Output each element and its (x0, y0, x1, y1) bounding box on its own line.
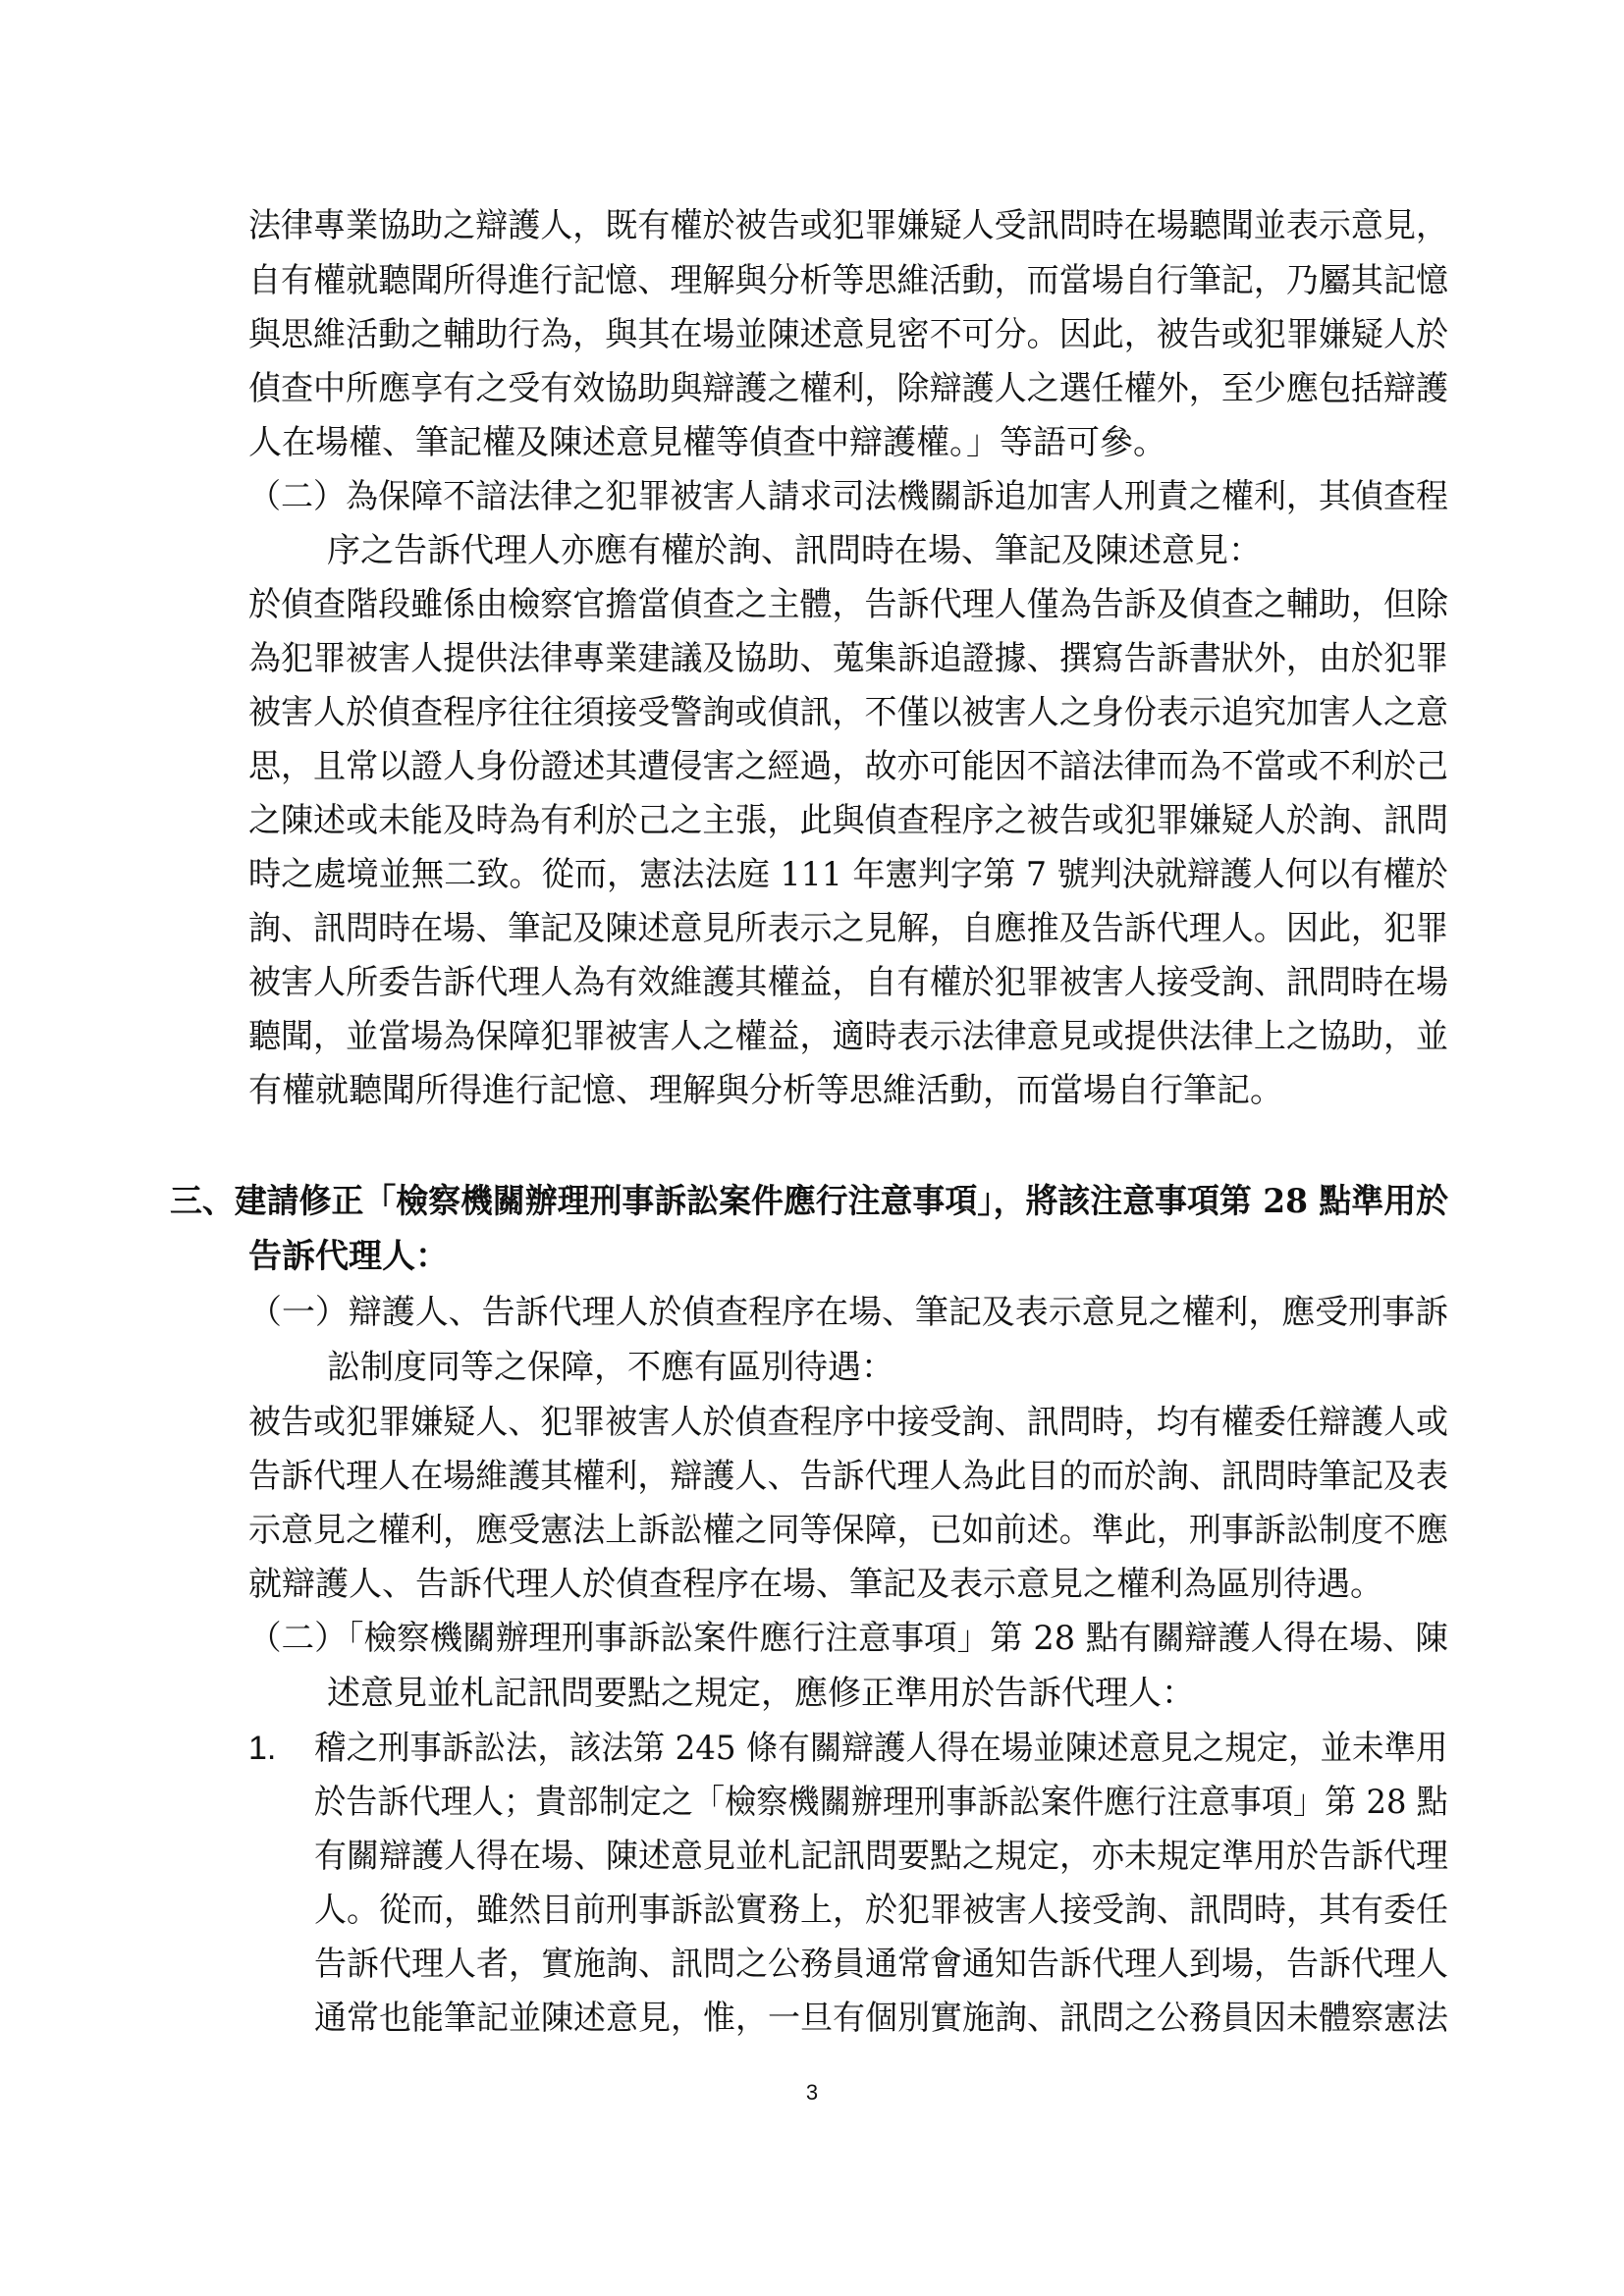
body-line: 詢、訊問時在場、筆記及陳述意見所表示之見解，自應推及告訴代理人。因此，犯罪 (248, 909, 1449, 948)
body-line: 人在場權、筆記權及陳述意見權等偵查中辯護權。」等語可參。 (248, 423, 1166, 462)
body-line: 有權就聽聞所得進行記憶、理解與分析等思維活動，而當場自行筆記。 (248, 1071, 1283, 1110)
subheading-line: （一）辯護人、告訴代理人於偵查程序在場、筆記及表示意見之權利，應受刑事訴 (248, 1293, 1449, 1332)
body-line: 就辯護人、告訴代理人於偵查程序在場、筆記及表示意見之權利為區別待遇。 (248, 1565, 1383, 1604)
body-line: 偵查中所應享有之受有效協助與辯護之權利，除辯護人之選任權外，至少應包括辯護 (248, 369, 1449, 408)
body-line: 告訴代理人在場維護其權利，辯護人、告訴代理人為此目的而於詢、訊問時筆記及表 (248, 1457, 1449, 1496)
list-item-line: 告訴代理人者，實施詢、訊問之公務員通常會通知告訴代理人到場，告訴代理人 (314, 1945, 1449, 1984)
subheading-line: 訟制度同等之保障，不應有區別待遇： (327, 1348, 894, 1387)
list-item-line: 稽之刑事訴訟法，該法第 245 條有關辯護人得在場並陳述意見之規定，並未準用 (314, 1729, 1448, 1768)
body-line: 被害人所委告訴代理人為有效維護其權益，自有權於犯罪被害人接受詢、訊問時在場 (248, 963, 1449, 1002)
body-line: 思，且常以證人身份證述其遭侵害之經過，故亦可能因不諳法律而為不當或不利於己 (248, 747, 1449, 786)
body-line: 被告或犯罪嫌疑人、犯罪被害人於偵查程序中接受詢、訊問時，均有權委任辯護人或 (248, 1403, 1449, 1442)
body-line: 於偵查階段雖係由檢察官擔當偵查之主體，告訴代理人僅為告訴及偵查之輔助，但除 (248, 585, 1449, 624)
body-line: 為犯罪被害人提供法律專業建議及協助、蒐集訴追證據、撰寫告訴書狀外，由於犯罪 (248, 639, 1449, 678)
subheading-line: （二）為保障不諳法律之犯罪被害人請求司法機關訴追加害人刑責之權利，其偵查程 (248, 477, 1449, 516)
list-number: 1. (248, 1730, 277, 1767)
list-item-line: 於告訴代理人；貴部制定之「檢察機關辦理刑事訴訟案件應行注意事項」第 28 點 (314, 1783, 1448, 1822)
section-heading: 三、建請修正「檢察機關辦理刑事訴訟案件應行注意事項」，將該注意事項第 28 點準用於 (170, 1182, 1448, 1221)
body-line: 被害人於偵查程序往往須接受警詢或偵訊，不僅以被害人之身份表示追究加害人之意 (248, 693, 1449, 732)
page-number: 3 (805, 2080, 819, 2105)
body-line: 與思維活動之輔助行為，與其在場並陳述意見密不可分。因此，被告或犯罪嫌疑人於 (248, 315, 1449, 354)
body-line: 聽聞，並當場為保障犯罪被害人之權益，適時表示法律意見或提供法律上之協助，並 (248, 1017, 1449, 1056)
body-line: 示意見之權利，應受憲法上訴訟權之同等保障，已如前述。準此，刑事訴訟制度不應 (248, 1511, 1449, 1550)
list-item-line: 通常也能筆記並陳述意見，惟，一旦有個別實施詢、訊問之公務員因未體察憲法 (314, 1999, 1449, 2038)
body-line: 法律專業協助之辯護人，既有權於被告或犯罪嫌疑人受訊問時在場聽聞並表示意見， (248, 206, 1449, 245)
subheading-line: 述意見並札記訊問要點之規定，應修正準用於告訴代理人： (327, 1674, 1195, 1713)
subheading-line: 序之告訴代理人亦應有權於詢、訊問時在場、筆記及陳述意見： (327, 531, 1262, 570)
list-item-line: 有關辯護人得在場、陳述意見並札記訊問要點之規定，亦未規定準用於告訴代理 (314, 1837, 1449, 1876)
body-line: 時之處境並無二致。從而，憲法法庭 111 年憲判字第 7 號判決就辯護人何以有權於 (248, 855, 1448, 894)
section-heading: 告訴代理人： (248, 1237, 449, 1276)
body-line: 之陳述或未能及時為有利於己之主張，此與偵查程序之被告或犯罪嫌疑人於詢、訊問 (248, 801, 1449, 840)
subheading-line: （二）「檢察機關辦理刑事訴訟案件應行注意事項」第 28 點有關辯護人得在場、陳 (248, 1619, 1448, 1658)
body-line: 自有權就聽聞所得進行記憶、理解與分析等思維活動，而當場自行筆記，乃屬其記憶 (248, 261, 1449, 300)
list-item-line: 人。從而，雖然目前刑事訴訟實務上，於犯罪被害人接受詢、訊問時，其有委任 (314, 1891, 1449, 1930)
